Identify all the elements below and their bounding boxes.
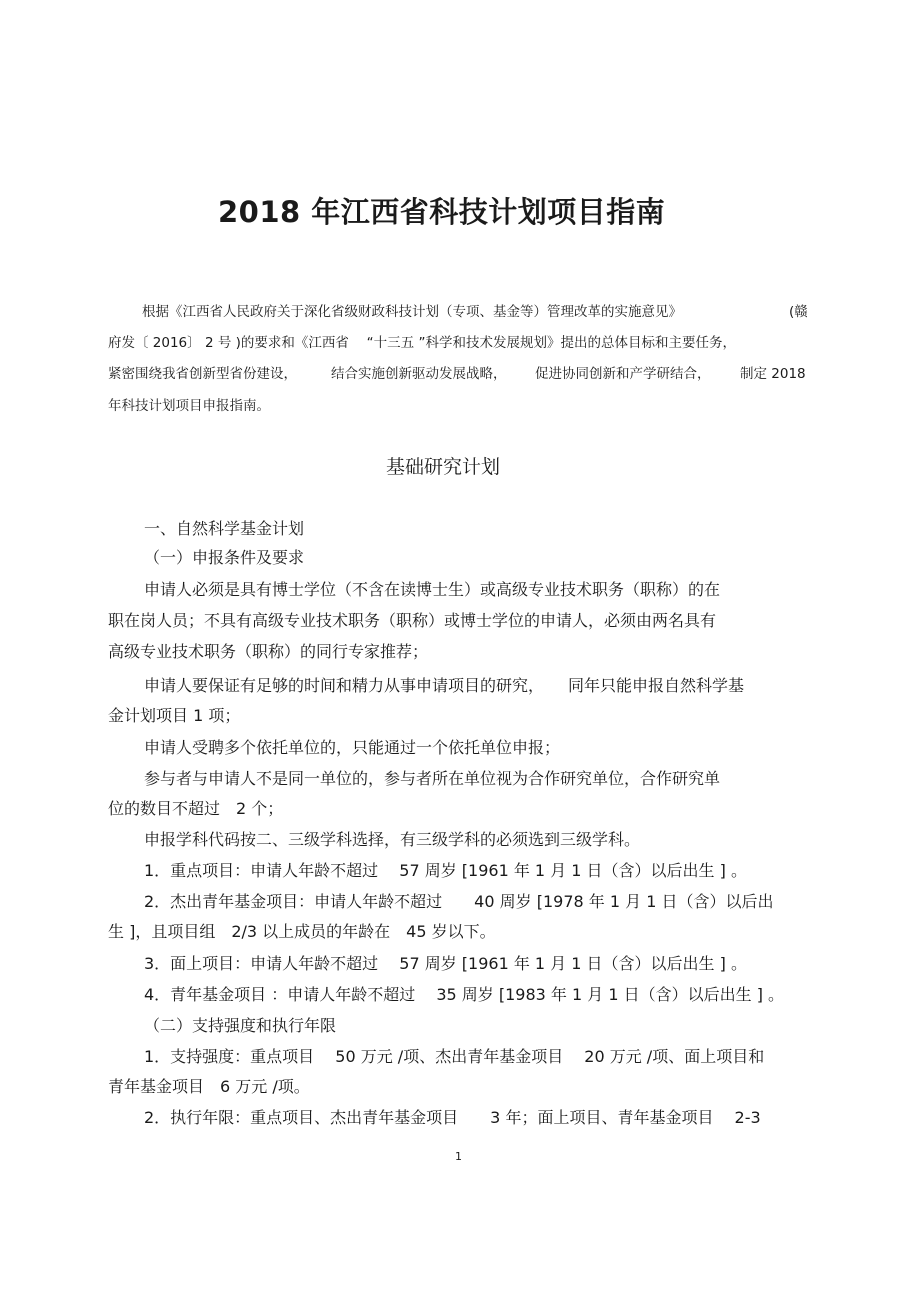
- body-line: （一）申报条件及要求: [144, 548, 305, 567]
- page-title: 2018 年江西省科技计划项目指南: [218, 195, 666, 229]
- body-line: 4．青年基金项目 ：申请人年龄不超过 35 周岁 [1983 年 1 月 1 日（含）以后出生 ] 。: [144, 985, 785, 1004]
- intro-line-3d: 制定 2018: [740, 366, 806, 382]
- body-line: 金计划项目 1 项；: [108, 706, 241, 725]
- body-line: 2．执行年限：重点项目、杰出青年基金项目 3 年；面上项目、青年基金项目 2-3: [144, 1108, 761, 1127]
- body-line: 1．支持强度：重点项目 50 万元 /项、杰出青年基金项目 20 万元 /项、面上项目和: [144, 1047, 765, 1066]
- body-line: 2．杰出青年基金项目：申请人年龄不超过 40 周岁 [1978 年 1 月 1 日（含）以后出: [144, 892, 774, 911]
- body-line: （二）支持强度和执行年限: [144, 1016, 337, 1035]
- body-line: 申请人必须是具有博士学位（不含在读博士生）或高级专业技术职务（职称）的在: [144, 580, 721, 599]
- body-line: 申请人受聘多个依托单位的，只能通过一个依托单位申报；: [144, 738, 561, 757]
- page-number: 1: [455, 1150, 462, 1163]
- body-line: 职在岗人员；不具有高级专业技术职务（职称）或博士学位的申请人，必须由两名具有: [108, 611, 717, 630]
- intro-line-1: 根据《江西省人民政府关于深化省级财政科技计划（专项、基金等）管理改革的实施意见》: [142, 304, 682, 320]
- intro-line-3c: 促进协同创新和产学研结合，: [535, 366, 711, 382]
- body-line: 申报学科代码按二、三级学科选择，有三级学科的必须选到三级学科。: [144, 830, 641, 849]
- body-line: 3．面上项目：申请人年龄不超过 57 周岁 [1961 年 1 月 1 日（含）以后出生 ] 。: [144, 954, 747, 973]
- body-line: 位的数目不超过 2 个；: [108, 799, 284, 818]
- body-line: 申请人要保证有足够的时间和精力从事申请项目的研究， 同年只能申报自然科学基: [144, 676, 745, 695]
- section-heading: 基础研究计划: [386, 456, 501, 478]
- body-line: 生 ]，且项目组 2/3 以上成员的年龄在 45 岁以下。: [108, 922, 496, 941]
- intro-line-2: 府发〔 2016〕 2 号 )的要求和《江西省 “十三五 ”科学和技术发展规划》提出的总体目标和主要任务，: [108, 335, 736, 351]
- body-line: 1．重点项目：申请人年龄不超过 57 周岁 [1961 年 1 月 1 日（含）以后出生 ] 。: [144, 861, 747, 880]
- intro-line-1-tail: (赣: [789, 304, 808, 320]
- intro-line-3b: 结合实施创新驱动发展战略，: [331, 366, 507, 382]
- body-line: 青年基金项目 6 万元 /项。: [108, 1077, 310, 1096]
- body-line: 参与者与申请人不是同一单位的，参与者所在单位视为合作研究单位，合作研究单: [144, 769, 721, 788]
- intro-line-3a: 紧密围绕我省创新型省份建设，: [108, 366, 297, 382]
- body-line: 高级专业技术职务（职称）的同行专家推荐；: [108, 642, 429, 661]
- body-line: 一、自然科学基金计划: [144, 519, 305, 538]
- intro-line-4: 年科技计划项目申报指南。: [108, 398, 270, 414]
